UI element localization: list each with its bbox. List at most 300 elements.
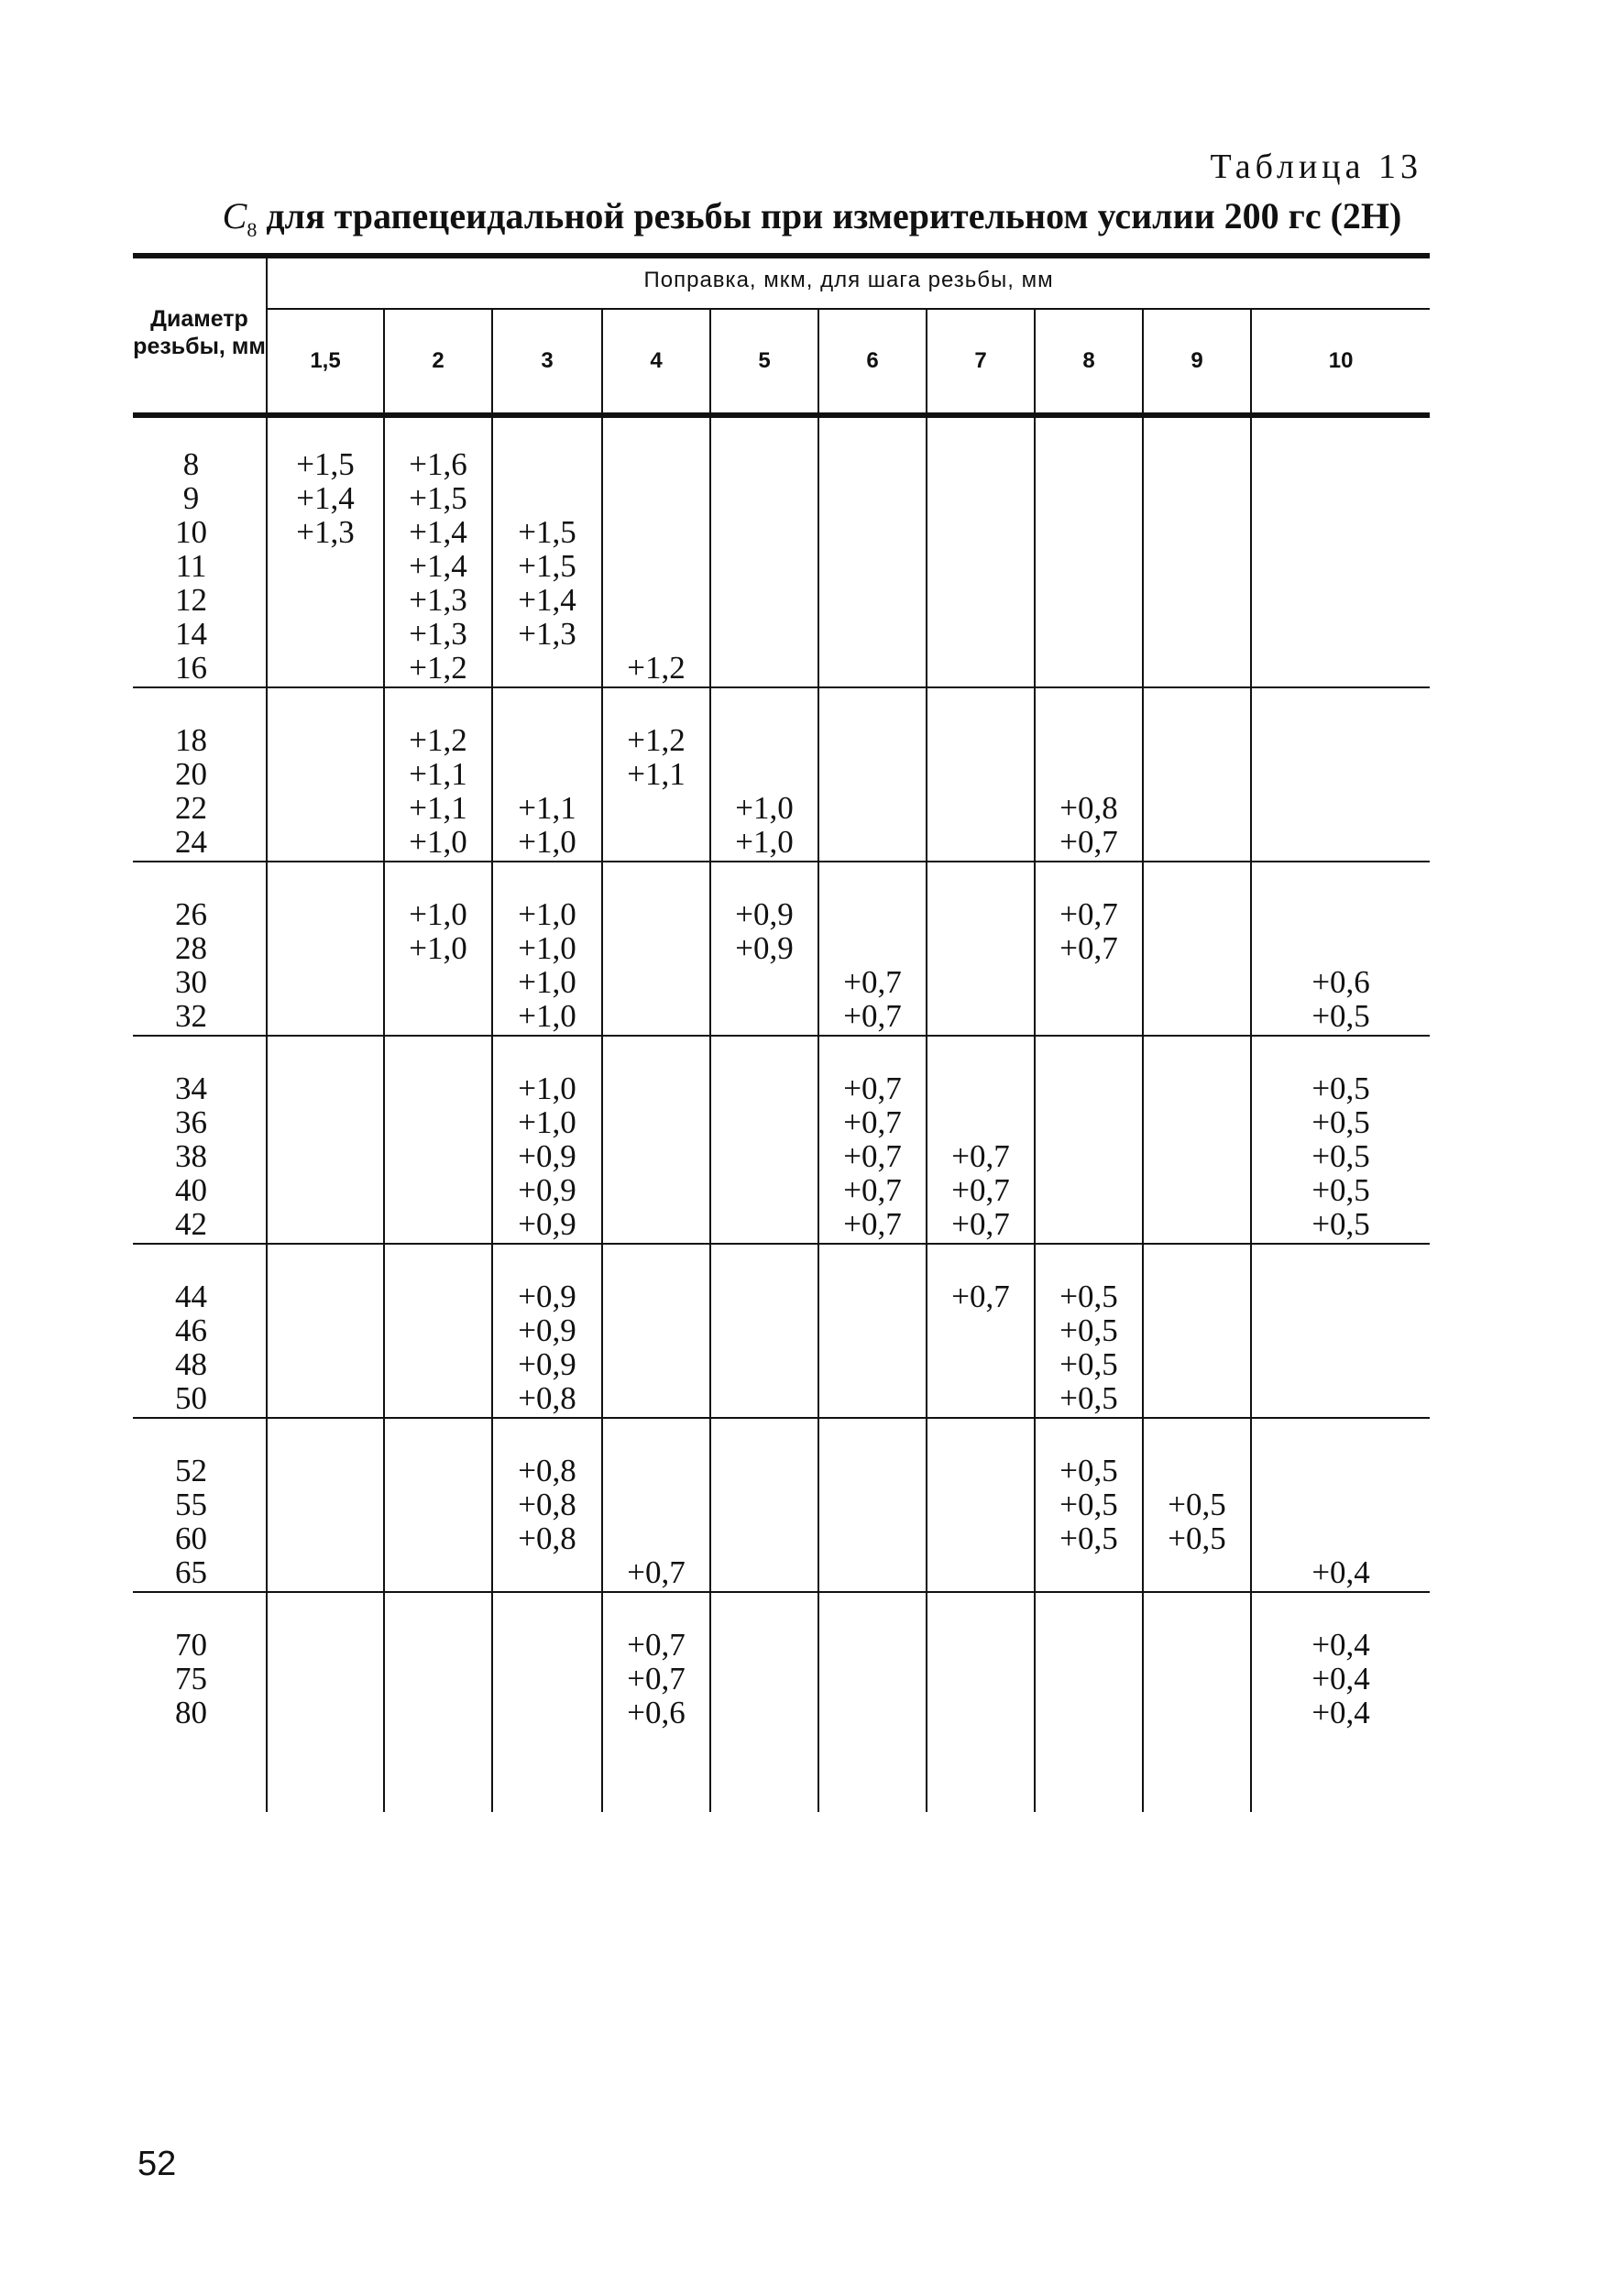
correction-value [1036, 515, 1142, 549]
correction-value [711, 1488, 817, 1521]
correction-value: +1,4 [296, 480, 355, 516]
correction-value [1144, 447, 1250, 481]
correction-value: +0,8 [518, 1453, 576, 1488]
table-header [133, 253, 1430, 412]
correction-value [711, 1207, 817, 1241]
correction-value [927, 757, 1034, 791]
diameter-value: 60 [175, 1521, 207, 1556]
correction-cell [602, 1592, 710, 1812]
table-body [133, 412, 1430, 1812]
correction-cell [267, 1592, 384, 1812]
correction-value [1252, 1347, 1430, 1381]
correction-value [1252, 931, 1430, 965]
correction-value [1036, 617, 1142, 651]
correction-value [711, 1662, 817, 1696]
correction-value: +0,9 [518, 1206, 576, 1242]
correction-value [819, 1662, 926, 1696]
correction-value [711, 757, 817, 791]
correction-value: +0,7 [951, 1206, 1010, 1242]
correction-cell [267, 1418, 384, 1592]
correction-value [493, 481, 601, 515]
correction-table [133, 253, 1430, 1812]
correction-value [1252, 515, 1430, 549]
correction-value [819, 897, 926, 931]
correction-value [268, 1071, 383, 1105]
correction-cell [602, 1244, 710, 1418]
correction-value: +1,2 [409, 650, 467, 686]
diameter-value: 8 [182, 446, 200, 482]
diameter-value: 36 [175, 1104, 207, 1140]
diameter-value: 12 [175, 582, 207, 618]
correction-value: +0,7 [627, 1554, 686, 1590]
diameter-cell [133, 687, 267, 862]
correction-value: +1,3 [409, 582, 467, 618]
correction-cell [492, 1036, 602, 1244]
correction-value [385, 1173, 491, 1207]
correction-value [385, 1662, 491, 1696]
correction-value [1144, 1628, 1250, 1662]
correction-cell [602, 862, 710, 1036]
correction-value: +0,5 [1059, 1346, 1118, 1382]
correction-cell [492, 862, 602, 1036]
table-row-group [133, 1244, 1430, 1418]
correction-cell [384, 412, 492, 687]
diameter-value: 10 [175, 514, 207, 550]
correction-value [1144, 965, 1250, 999]
correction-value [1036, 651, 1142, 685]
correction-value [1036, 1105, 1142, 1139]
correction-value: +0,5 [1168, 1487, 1226, 1522]
correction-value [1036, 965, 1142, 999]
diameter-value: 20 [175, 756, 207, 792]
correction-cell [818, 1244, 927, 1418]
correction-value: +1,1 [409, 756, 467, 792]
correction-cell [267, 1244, 384, 1418]
correction-value [1036, 1555, 1142, 1589]
correction-value [819, 1488, 926, 1521]
table-number: Таблица 13 [1210, 148, 1422, 186]
correction-value [493, 757, 601, 791]
diameter-value: 42 [175, 1206, 207, 1242]
correction-value [603, 481, 709, 515]
correction-value [819, 515, 926, 549]
caption-symbol: $C_8$ [222, 195, 258, 241]
correction-value [385, 1139, 491, 1173]
diameter-value: 9 [182, 480, 200, 516]
correction-cell [1143, 412, 1251, 687]
correction-value [819, 1347, 926, 1381]
step-header: 5 [710, 309, 818, 412]
correction-cell [1143, 687, 1251, 862]
correction-cell [1035, 1418, 1143, 1592]
correction-cell [492, 1244, 602, 1418]
correction-value [1144, 757, 1250, 791]
correction-value [1252, 651, 1430, 685]
correction-cell [927, 412, 1035, 687]
diameter-value: 50 [175, 1380, 207, 1416]
correction-value [268, 897, 383, 931]
correction-value [1144, 1347, 1250, 1381]
correction-value: +1,4 [409, 514, 467, 550]
correction-value [603, 825, 709, 859]
correction-value [603, 515, 709, 549]
correction-value: +1,5 [518, 514, 576, 550]
correction-value [819, 1313, 926, 1347]
correction-value [493, 447, 601, 481]
correction-value [268, 1279, 383, 1313]
correction-value: +1,0 [409, 896, 467, 932]
correction-value: +1,0 [518, 1071, 576, 1106]
correction-value: +1,3 [518, 616, 576, 652]
correction-cell [1143, 1244, 1251, 1418]
correction-value: +0,6 [627, 1695, 686, 1730]
diameter-value: 75 [175, 1661, 207, 1697]
correction-value: +1,1 [627, 756, 686, 792]
correction-value [927, 1521, 1034, 1555]
correction-value [603, 931, 709, 965]
correction-cell [384, 1592, 492, 1812]
correction-value [1252, 583, 1430, 617]
correction-cell [818, 412, 927, 687]
correction-value [1144, 651, 1250, 685]
correction-cell [710, 687, 818, 862]
correction-value: +0,7 [843, 964, 902, 1000]
correction-value [1252, 447, 1430, 481]
correction-value [1252, 897, 1430, 931]
correction-value [711, 583, 817, 617]
correction-value [927, 515, 1034, 549]
correction-value: +1,5 [518, 548, 576, 584]
correction-value: +0,4 [1311, 1661, 1370, 1697]
correction-value [1144, 999, 1250, 1033]
diameter-value: 65 [175, 1554, 207, 1590]
correction-value: +0,7 [951, 1138, 1010, 1174]
correction-cell [818, 1592, 927, 1812]
correction-value [1144, 1662, 1250, 1696]
table-caption [0, 194, 1624, 242]
correction-table-wrapper [133, 253, 1430, 1812]
correction-cell [602, 687, 710, 862]
correction-value [1252, 1313, 1430, 1347]
correction-value [927, 1071, 1034, 1105]
correction-cell [710, 1244, 818, 1418]
correction-value [603, 1381, 709, 1415]
correction-value [268, 651, 383, 685]
correction-value [819, 651, 926, 685]
correction-value [493, 1662, 601, 1696]
correction-value [1144, 791, 1250, 825]
correction-value [927, 1105, 1034, 1139]
correction-value [1036, 723, 1142, 757]
correction-value [927, 481, 1034, 515]
diameter-cell [133, 1244, 267, 1418]
step-group-header: Поправка, мкм, для шага резьбы, мм [267, 253, 1430, 309]
correction-cell [602, 1418, 710, 1592]
correction-value [603, 1521, 709, 1555]
correction-cell [1143, 1418, 1251, 1592]
correction-cell [710, 1036, 818, 1244]
diameter-cell [133, 1036, 267, 1244]
diameter-cell [133, 412, 267, 687]
correction-value [1036, 583, 1142, 617]
step-header: 1,5 [310, 348, 341, 373]
correction-value [1144, 1279, 1250, 1313]
correction-value [385, 1071, 491, 1105]
correction-cell [1251, 1592, 1430, 1812]
diameter-value: 70 [175, 1627, 207, 1663]
correction-value: +1,3 [296, 514, 355, 550]
correction-cell [267, 687, 384, 862]
correction-value [1036, 447, 1142, 481]
diameter-cell [133, 1592, 267, 1812]
correction-cell [927, 1592, 1035, 1812]
correction-value [1144, 1207, 1250, 1241]
table-row-group [133, 862, 1430, 1036]
correction-value: +0,5 [1059, 1380, 1118, 1416]
correction-value [603, 617, 709, 651]
correction-value [711, 1555, 817, 1589]
correction-value [385, 1279, 491, 1313]
correction-value [927, 999, 1034, 1033]
correction-value [385, 1454, 491, 1488]
correction-value [1144, 1454, 1250, 1488]
correction-cell [384, 1244, 492, 1418]
correction-cell [384, 687, 492, 862]
correction-value [268, 1488, 383, 1521]
correction-value [268, 1381, 383, 1415]
correction-value [711, 1628, 817, 1662]
correction-value [1144, 481, 1250, 515]
correction-value: +0,5 [1059, 1521, 1118, 1556]
correction-cell [1251, 412, 1430, 687]
correction-value: +0,7 [627, 1627, 686, 1663]
diameter-cell [133, 862, 267, 1036]
correction-value: +0,4 [1311, 1627, 1370, 1663]
correction-cell [492, 412, 602, 687]
correction-value [1252, 825, 1430, 859]
correction-value [268, 549, 383, 583]
correction-cell [927, 1244, 1035, 1418]
correction-cell [267, 412, 384, 687]
correction-cell [927, 862, 1035, 1036]
correction-value [1144, 897, 1250, 931]
correction-value [385, 1628, 491, 1662]
correction-value [268, 1105, 383, 1139]
correction-value: +0,7 [843, 1138, 902, 1174]
diameter-value: 40 [175, 1172, 207, 1208]
correction-value [385, 1488, 491, 1521]
correction-cell [1035, 412, 1143, 687]
correction-value [385, 1555, 491, 1589]
correction-value [819, 825, 926, 859]
correction-cell [1035, 1592, 1143, 1812]
correction-value [927, 1696, 1034, 1729]
correction-value [603, 1454, 709, 1488]
correction-cell [1035, 1244, 1143, 1418]
correction-cell [710, 1592, 818, 1812]
correction-value [1036, 481, 1142, 515]
correction-value: +1,0 [518, 964, 576, 1000]
correction-value [1036, 549, 1142, 583]
correction-cell [1035, 862, 1143, 1036]
correction-value [1036, 1207, 1142, 1241]
correction-value [711, 515, 817, 549]
correction-value [268, 1173, 383, 1207]
correction-value [819, 1696, 926, 1729]
correction-value: +0,7 [951, 1279, 1010, 1314]
correction-cell [384, 1418, 492, 1592]
correction-value [385, 999, 491, 1033]
correction-value: +0,4 [1311, 1695, 1370, 1730]
correction-value [927, 825, 1034, 859]
correction-cell [927, 1418, 1035, 1592]
correction-value [1144, 515, 1250, 549]
correction-value [603, 1173, 709, 1207]
correction-value: +0,9 [735, 896, 794, 932]
correction-value: +1,0 [518, 998, 576, 1034]
correction-value [268, 723, 383, 757]
correction-value: +1,2 [409, 722, 467, 758]
correction-cell [1251, 1418, 1430, 1592]
correction-value [1252, 1279, 1430, 1313]
correction-value [927, 549, 1034, 583]
correction-value [493, 1628, 601, 1662]
correction-value: +0,7 [1059, 930, 1118, 966]
correction-value [1144, 1696, 1250, 1729]
diameter-value: 24 [175, 824, 207, 860]
correction-cell [492, 1592, 602, 1812]
correction-value [819, 1628, 926, 1662]
correction-value [1144, 1105, 1250, 1139]
correction-value [268, 1454, 383, 1488]
diameter-value: 44 [175, 1279, 207, 1314]
correction-cell [927, 1036, 1035, 1244]
table-row-group [133, 1592, 1430, 1812]
correction-value [927, 447, 1034, 481]
correction-cell [1143, 862, 1251, 1036]
correction-value [1252, 723, 1430, 757]
correction-value: +1,0 [518, 930, 576, 966]
correction-value [268, 1347, 383, 1381]
correction-value: +1,4 [409, 548, 467, 584]
correction-value [603, 1207, 709, 1241]
diameter-value: 34 [175, 1071, 207, 1106]
correction-value [927, 617, 1034, 651]
correction-value [927, 1347, 1034, 1381]
table-row-group [133, 1036, 1430, 1244]
correction-value [268, 617, 383, 651]
correction-cell [1143, 1592, 1251, 1812]
header-bottom-rule [133, 412, 1430, 418]
correction-value [711, 447, 817, 481]
correction-value [268, 1662, 383, 1696]
correction-cell [710, 1418, 818, 1592]
correction-cell [927, 687, 1035, 862]
correction-value [819, 1279, 926, 1313]
correction-value [1144, 617, 1250, 651]
diameter-value: 48 [175, 1346, 207, 1382]
correction-value [711, 651, 817, 685]
correction-value [1252, 617, 1430, 651]
correction-value [1036, 757, 1142, 791]
correction-cell [1035, 1036, 1143, 1244]
correction-cell [384, 862, 492, 1036]
correction-cell [1035, 687, 1143, 862]
correction-cell [818, 687, 927, 862]
correction-cell [492, 1418, 602, 1592]
correction-value [927, 583, 1034, 617]
diameter-value: 32 [175, 998, 207, 1034]
correction-value [819, 617, 926, 651]
correction-cell [818, 1418, 927, 1592]
diameter-value: 11 [175, 548, 207, 584]
correction-value [927, 791, 1034, 825]
correction-value: +0,7 [843, 1071, 902, 1106]
step-header: 4 [602, 309, 710, 412]
correction-cell [1143, 1036, 1251, 1244]
correction-value [268, 1139, 383, 1173]
correction-value: +1,0 [409, 930, 467, 966]
correction-cell [267, 1036, 384, 1244]
correction-value: +0,5 [1059, 1279, 1118, 1314]
correction-value [1144, 549, 1250, 583]
correction-value: +1,0 [409, 824, 467, 860]
correction-cell [710, 412, 818, 687]
correction-value [603, 1105, 709, 1139]
correction-value: +0,5 [1311, 1071, 1370, 1106]
correction-value [1144, 1173, 1250, 1207]
correction-value: +1,3 [409, 616, 467, 652]
correction-value [268, 1555, 383, 1589]
step-header: 3 [492, 309, 602, 412]
correction-cell [267, 862, 384, 1036]
correction-value: +0,9 [518, 1346, 576, 1382]
diameter-value: 46 [175, 1312, 207, 1348]
correction-value [268, 965, 383, 999]
correction-value [1252, 549, 1430, 583]
correction-value: +0,5 [1059, 1487, 1118, 1522]
page-number: 52 [137, 2145, 177, 2183]
correction-value: +0,4 [1311, 1554, 1370, 1590]
correction-value [927, 1628, 1034, 1662]
correction-value [603, 1071, 709, 1105]
correction-value: +1,0 [518, 824, 576, 860]
correction-value: +0,7 [843, 1104, 902, 1140]
correction-value: +0,5 [1311, 998, 1370, 1034]
correction-value: +0,8 [518, 1380, 576, 1416]
correction-value [268, 583, 383, 617]
correction-value [268, 1696, 383, 1729]
correction-value: +0,8 [1059, 790, 1118, 826]
correction-value [711, 1347, 817, 1381]
correction-value [711, 999, 817, 1033]
correction-value: +0,5 [1311, 1206, 1370, 1242]
correction-value [1036, 1662, 1142, 1696]
diameter-cell [133, 1418, 267, 1592]
correction-value [1144, 1313, 1250, 1347]
diameter-value: 14 [175, 616, 207, 652]
correction-value [711, 1381, 817, 1415]
correction-value [1144, 1071, 1250, 1105]
correction-cell [818, 862, 927, 1036]
correction-value: +0,7 [1059, 896, 1118, 932]
correction-value [927, 1381, 1034, 1415]
correction-value: +0,5 [1168, 1521, 1226, 1556]
correction-value [268, 757, 383, 791]
correction-value [385, 1347, 491, 1381]
correction-value: +0,9 [518, 1172, 576, 1208]
correction-value [603, 447, 709, 481]
